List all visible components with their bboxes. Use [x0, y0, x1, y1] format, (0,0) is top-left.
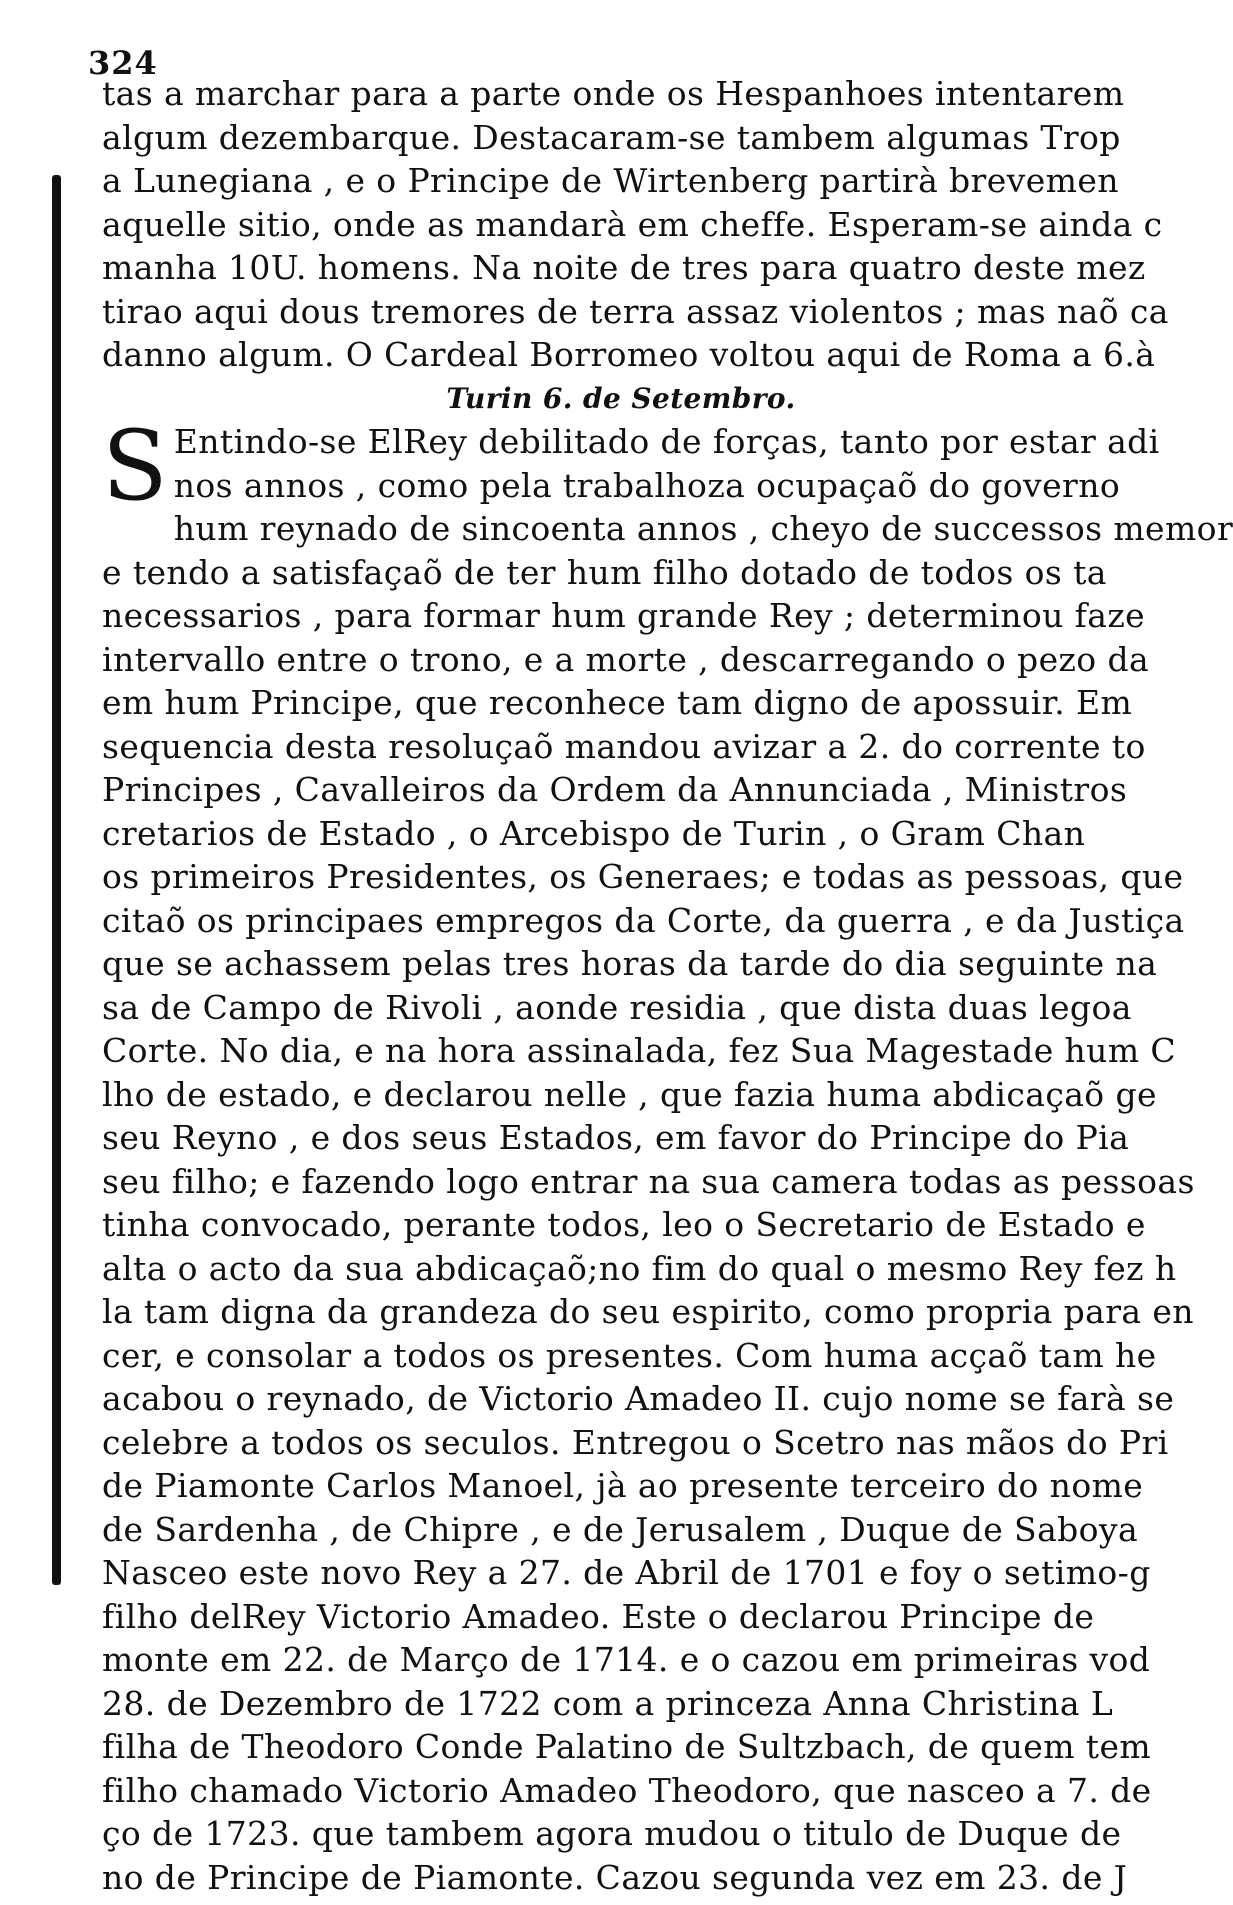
text-line: celebre a todos os seculos. Entregou o Scetro nas mãos do Pri: [102, 1422, 1169, 1462]
text-line: a Lunegiana , e o Principe de Wirtenberg partirà brevemen: [102, 161, 1119, 200]
text-line: seu Reyno , e dos seus Estados, em favor do Principe do Pia: [102, 1118, 1130, 1157]
text-line: monte em 22. de Março de 1714. e o cazou em primeiras vod: [102, 1640, 1151, 1679]
drop-cap: S: [102, 410, 168, 522]
text-line: tirao aqui dous tremores de terra assaz violentos ; mas naõ ca: [102, 291, 1169, 331]
text-line: e tendo a satisfaçaõ de ter hum filho dotado de todos os ta: [102, 552, 1107, 592]
text-line: citaõ os principaes empregos da Corte, da guerra , e da Justiça: [102, 900, 1185, 940]
text-line: hum reynado de sincoenta annos , cheyo de successos memor: [173, 509, 1233, 548]
text-line: sa de Campo de Rivoli , aonde residia , que dista duas legoa: [102, 987, 1132, 1027]
text-line: aquelle sitio, onde as mandarà em cheffe. Esperam-se ainda c: [102, 204, 1163, 244]
text-line: filha de Theodoro Conde Palatino de Sultzbach, de quem tem: [102, 1727, 1152, 1766]
text-line: tinha convocado, perante todos, leo o Secretario de Estado e: [102, 1205, 1146, 1244]
text-line: la tam digna da grandeza do seu espirito, como propria para en: [102, 1292, 1194, 1331]
text-line: nos annos , como pela trabalhoza ocupaçaõ do governo: [173, 465, 1121, 505]
page-binding-edge: [52, 175, 61, 1585]
text-line: os primeiros Presidentes, os Generaes; e todas as pessoas, que: [102, 857, 1184, 896]
text-line: de Sardenha , de Chipre , e de Jerusalem , Duque de Saboya: [102, 1509, 1139, 1549]
text-line: intervallo entre o trono, e a morte , descarregando o pezo da: [102, 639, 1150, 679]
text-line: Nasceo este novo Rey a 27. de Abril de 1701 e foy o setimo-g: [102, 1553, 1151, 1592]
dateline-heading: Turin 6. de Setembro.: [446, 381, 796, 415]
text-line: acabou o reynado, de Victorio Amadeo II. cujo nome se farà se: [102, 1379, 1175, 1418]
text-line: cretarios de Estado , o Arcebispo de Turin , o Gram Chan: [102, 813, 1086, 853]
text-line: manha 10U. homens. Na noite de tres para quatro deste mez: [102, 248, 1146, 287]
page-number: 324: [88, 44, 158, 82]
text-line: filho delRey Victorio Amadeo. Este o declarou Principe de: [102, 1596, 1095, 1636]
text-line: 28. de Dezembro de 1722 com a princeza Anna Christina L: [102, 1683, 1114, 1723]
text-line: em hum Principe, que reconhece tam digno de apossuir. Em: [102, 683, 1133, 722]
text-line: que se achassem pelas tres horas da tarde do dia seguinte na: [102, 944, 1158, 983]
text-line: algum dezembarque. Destacaram-se tambem algumas Trop: [102, 117, 1121, 157]
text-line: danno algum. O Cardeal Borromeo voltou aqui de Roma a 6.à: [102, 335, 1156, 374]
text-line: necessarios , para formar hum grande Rey ; determinou faze: [102, 596, 1146, 635]
text-line: sequencia desta resoluçaõ mandou avizar a 2. do corrente to: [102, 726, 1146, 766]
text-line: Entindo-se ElRey debilitado de forças, tanto por estar adi: [173, 422, 1160, 461]
text-line: seu filho; e fazendo logo entrar na sua camera todas as pessoas: [102, 1161, 1195, 1201]
text-block: [102, 72, 1233, 1899]
text-line: cer, e consolar a todos os presentes. Com huma acçaõ tam he: [102, 1335, 1157, 1375]
text-line: tas a marchar para a parte onde os Hespanhoes intentarem: [102, 74, 1125, 113]
paragraph-opening: [102, 410, 1160, 522]
text-line: lho de estado, e declarou nelle , que fazia huma abdicaçaõ ge: [102, 1074, 1157, 1114]
text-line: no de Principe de Piamonte. Cazou segunda vez em 23. de J: [102, 1857, 1128, 1897]
text-line: Corte. No dia, e na hora assinalada, fez Sua Magestade hum C: [102, 1031, 1177, 1070]
text-line: alta o acto da sua abdicaçaõ;no fim do qual o mesmo Rey fez h: [102, 1248, 1177, 1288]
text-line: ço de 1723. que tambem agora mudou o titulo de Duque de: [102, 1814, 1122, 1853]
text-line: de Piamonte Carlos Manoel, jà ao presente terceiro do nome: [102, 1466, 1144, 1505]
text-line: Principes , Cavalleiros da Ordem da Annunciada , Ministros: [102, 770, 1128, 809]
text-line: filho chamado Victorio Amadeo Theodoro, que nasceo a 7. de: [102, 1770, 1152, 1810]
